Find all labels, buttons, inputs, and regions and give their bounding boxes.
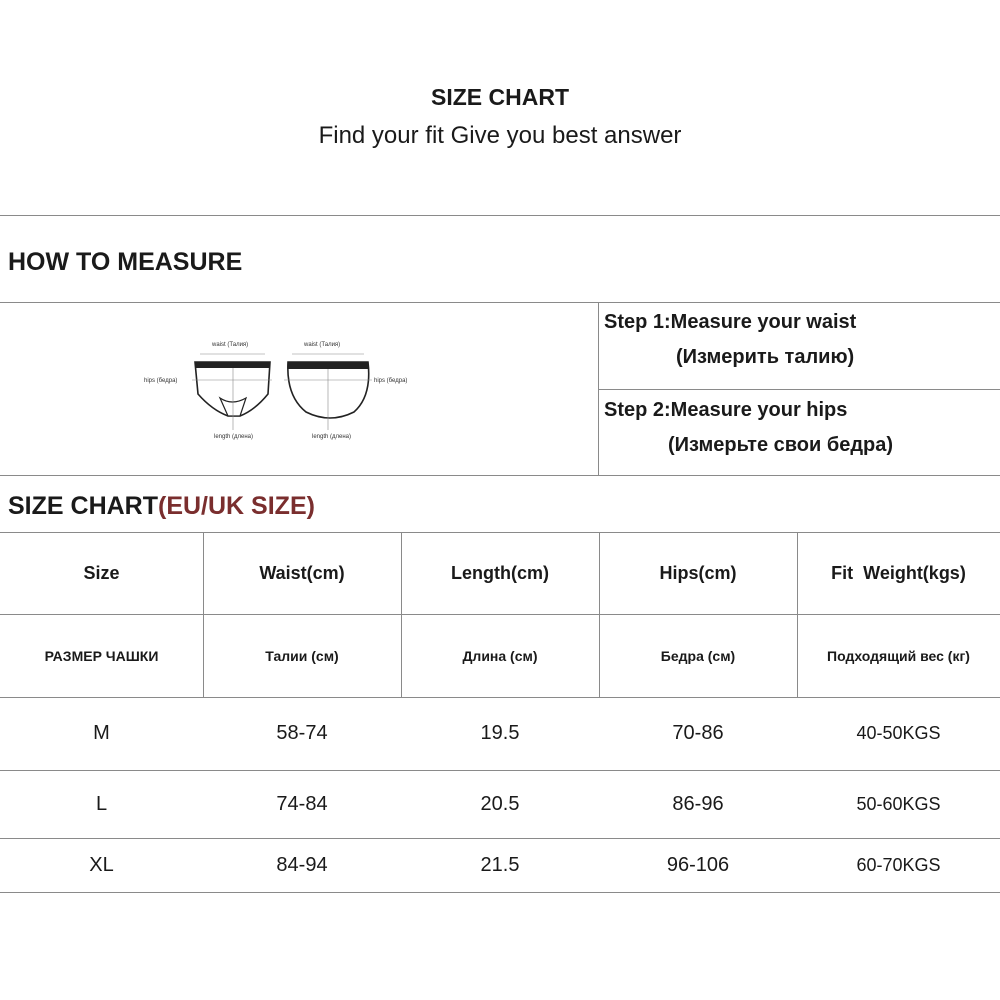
table-cell: M [93, 722, 110, 744]
column-header-weight: Fit Weight(kgs) [831, 562, 966, 583]
size-chart-heading-suffix: (EU/UK SIZE) [158, 492, 315, 520]
size-chart-heading [8, 492, 315, 521]
table-cell: 40-50KGS [856, 723, 941, 743]
back-briefs-icon [284, 342, 407, 440]
table-cell: 19.5 [480, 722, 520, 744]
back-waist-label: waist (Талия) [304, 342, 341, 348]
column-header-length: Length(cm) [451, 562, 549, 583]
step-1-translation: (Измерить талию) [676, 346, 855, 368]
step-2-translation: (Измерьте свои бедра) [668, 434, 894, 456]
back-length-label: length (длена) [312, 434, 351, 440]
column-header-size-ru: РАЗМЕР ЧАШКИ [44, 647, 159, 664]
how-to-measure-heading: HOW TO MEASURE [8, 248, 243, 276]
column-header-hips: Hips(cm) [659, 562, 737, 583]
column-header-length-ru: Длина (см) [462, 647, 538, 664]
table-cell: XL [89, 853, 114, 876]
column-header-size: Size [83, 562, 120, 583]
divider [598, 389, 1000, 390]
divider [0, 302, 1000, 303]
divider [0, 215, 1000, 216]
step-1-label: Step 1:Measure your waist [604, 311, 857, 333]
table-cell: 60-70KGS [856, 854, 941, 875]
back-hips-label: hips (бедра) [374, 378, 408, 384]
page-title: SIZE CHART [431, 84, 569, 110]
table-cell: 86-96 [672, 792, 724, 815]
column-header-weight-ru: Подходящий вес (кг) [827, 647, 970, 664]
front-hips-label: hips (бедра) [144, 378, 178, 384]
divider [0, 892, 1000, 893]
page-subtitle: Find your fit Give you best answer [318, 122, 682, 149]
table-cell: L [95, 792, 108, 815]
column-header-waist: Waist(cm) [259, 562, 345, 583]
table-cell: 21.5 [480, 853, 520, 876]
table-cell: 96-106 [666, 853, 730, 876]
front-briefs-icon [144, 342, 272, 440]
front-length-label: length (длена) [214, 434, 253, 440]
column-header-waist-ru: Талии (см) [265, 647, 339, 664]
size-chart-heading-text: SIZE CHART [8, 492, 158, 520]
front-waist-label: waist (Талия) [212, 342, 249, 348]
table-cell: 58-74 [276, 722, 328, 744]
column-header-hips-ru: Бедра (см) [660, 647, 736, 664]
table-cell: 20.5 [480, 792, 520, 815]
table-cell: 74-84 [276, 792, 328, 815]
table-cell: 70-86 [672, 722, 724, 744]
step-2-label: Step 2:Measure your hips [604, 399, 848, 421]
table-cell: 50-60KGS [856, 793, 941, 814]
measurement-illustration [140, 332, 430, 448]
divider [0, 475, 1000, 476]
table-cell: 84-94 [276, 853, 328, 876]
